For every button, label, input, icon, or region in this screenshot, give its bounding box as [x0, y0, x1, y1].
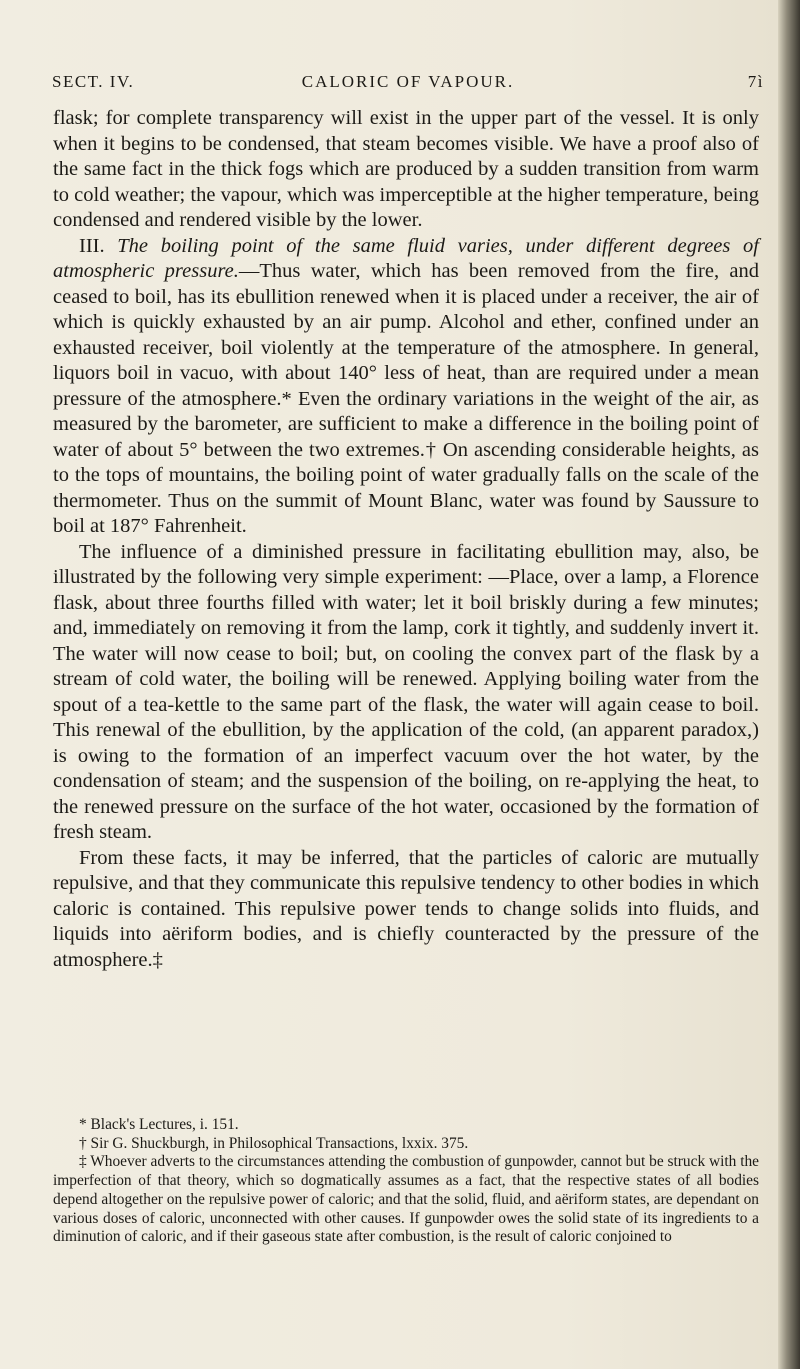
paragraph-3: The influence of a diminished pressure in facilitating ebullition may, also, be illustrated by the following very simple experiment: —Place, over a lamp, a Florence flask, about three fourths filled with water; let it boil briskly during a few minutes; and, immediately on removing it from the lamp, cork it tightly, and suddenly invert it. The water will now cease to boil; but, on cooling the convex part of the flask by a stream of cold water, the boiling will be renewed. Applying boiling water from the spout of a tea-kettle to the same part of the flask, the water will again cease to boil. This renewal of the ebullition, by the application of the cold, (an apparent paradox,) is owing to the formation of an imperfect vacuum over the hot water, by the condensation of steam; and the suspension of the boiling, on re-applying the heat, to the renewed pressure on the surface of the hot water, occasioned by the formation of fresh steam.	[53, 540, 759, 843]
section-numeral: III.	[79, 234, 105, 257]
section-heading: The boiling point of the same fluid varies, under different degrees of atmospheric pressure.	[53, 234, 759, 282]
page-edge-shadow	[778, 0, 800, 1369]
paragraph-4: From these facts, it may be inferred, that the particles of caloric are mutually repulsive, and that they communicate this repulsive tendency to other bodies in which caloric is contained. This repulsive power tends to change solids into fluids, and liquids into aëriform bodies, and is chiefly counteracted by the pressure of the atmosphere.‡	[53, 846, 759, 971]
footnote-1: * Black's Lectures, i. 151.	[79, 1116, 239, 1133]
footnote-2: † Sir G. Shuckburgh, in Philosophical Transactions, lxxix. 375.	[79, 1134, 469, 1152]
section-label: SECT. IV.	[52, 72, 135, 91]
running-header	[52, 72, 764, 98]
running-title: CALORIC OF VAPOUR.	[301, 72, 515, 91]
body-text	[53, 106, 759, 973]
paragraph-section-three	[53, 234, 759, 540]
footnotes	[53, 1116, 759, 1247]
page-number: 7ì	[747, 72, 764, 91]
section-text: —Thus water, which has been removed from the fire, and ceased to boil, has its ebullition renewed when it is placed under a receiver, the air of which is quickly exhausted by an air pump.	[53, 260, 759, 333]
paragraph-2: Alcohol and ether, confined under an exhausted receiver, boil violently at the temperature of the atmosphere. In general, liquors boil in vacuo, with about 140° less of heat, than are required under a mean pressure of the atmosphere.* Even the ordinary variations in the weight of the air, as measured by the barometer, are sufficient to make a difference in the boiling point of water of about 5° between the two extremes.† On ascending considerable heights, as to the tops of mountains, the boiling point of water gradually falls on the scale of the thermometer. Thus on the summit of Mount Blanc, water was found by Saussure to boil at 187° Fahrenheit.	[53, 311, 759, 537]
footnote-3: ‡ Whoever adverts to the circumstances attending the combustion of gunpowder, cannot but be struck with the imperfection of that theory, which so dogmatically assumes as a fact, that the respective states of all bodies depend altogether on the repulsive power of caloric; and that the solid, fluid, and aëriform states, are dependant on various doses of caloric, unconnected with other causes. If gunpowder owes the solid state of its ingredients to a diminution of caloric, and if their gaseous state after combustion, is the result of caloric conjoined to	[53, 1153, 759, 1246]
paragraph-1: flask; for complete transparency will exist in the upper part of the vessel. It is only when it begins to be condensed, that steam becomes visible. We have a proof also of the same fact in the thick fogs which are produced by a sudden transition from warm to cold weather; the vapour, which was imperceptible at the higher temperature, being condensed and rendered visible by the lower.	[53, 107, 759, 231]
